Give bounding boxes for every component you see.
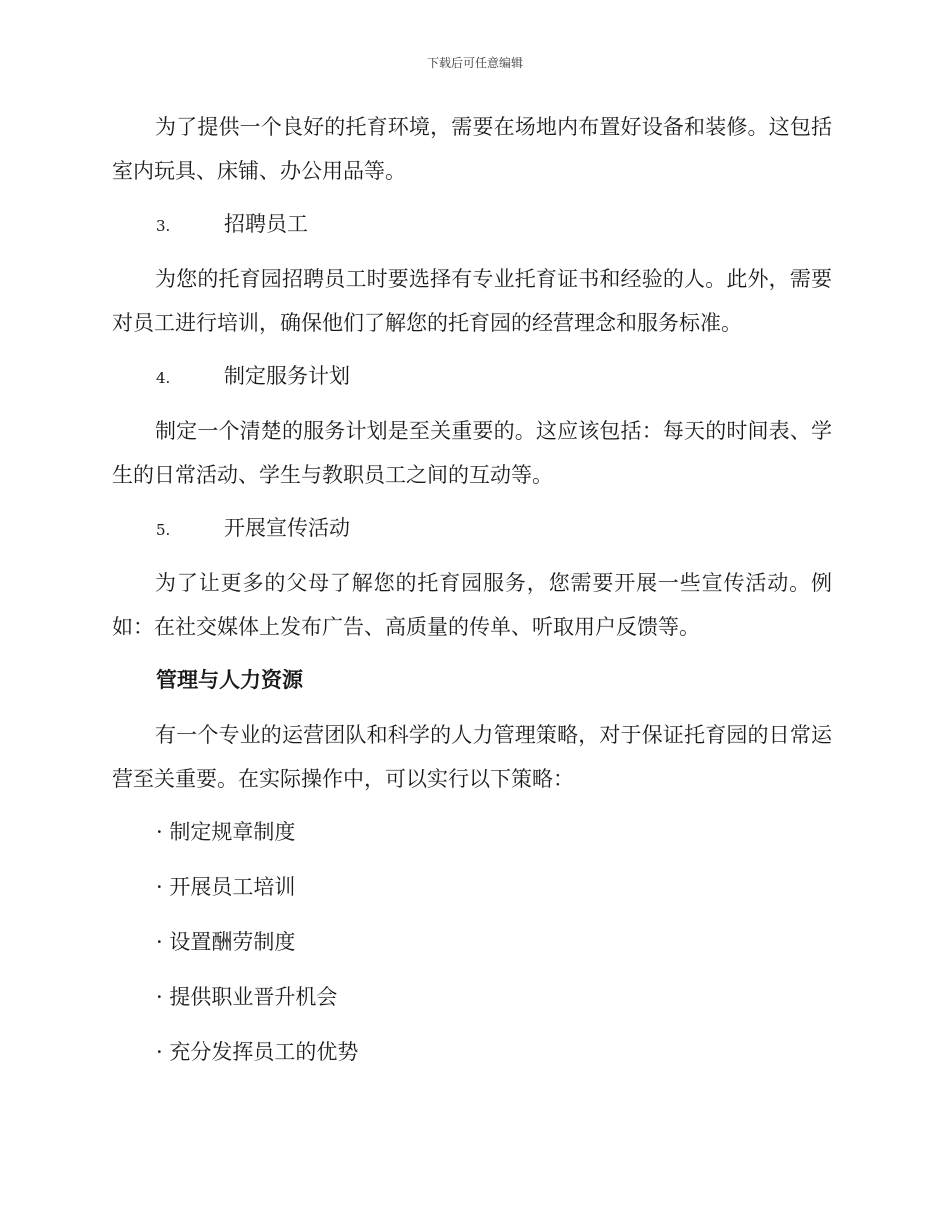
bullet-item: · 开展员工培训	[156, 875, 296, 899]
item-number: 5.	[156, 521, 171, 539]
paragraph-environment: 为了提供一个良好的托育环境，需要在场地内布置好设备和装修。这包括室内玩具、床铺、办公用品等。	[112, 115, 832, 183]
bullet-item: · 充分发挥员工的优势	[156, 1040, 359, 1064]
bullet-item: · 设置酬劳制度	[156, 930, 296, 954]
item-title: 制定服务计划	[224, 364, 350, 388]
bullet-item: · 制定规章制度	[156, 820, 296, 844]
list-item-recruit	[156, 209, 308, 241]
list-item-promotion	[156, 513, 350, 545]
paragraph-promotion: 为了让更多的父母了解您的托育园服务，您需要开展一些宣传活动。例如：在社交媒体上发布广告、高质量的传单、听取用户反馈等。	[112, 571, 832, 639]
item-number: 4.	[156, 369, 171, 387]
page-header-note: 下载后可任意编辑	[426, 56, 523, 70]
paragraph-recruit: 为您的托育园招聘员工时要选择有专业托育证书和经验的人。此外，需要对员工进行培训，确保他们了解您的托育园的经营理念和服务标准。	[112, 267, 832, 335]
item-number: 3.	[156, 217, 171, 235]
bullet-item: · 提供职业晋升机会	[156, 985, 338, 1009]
paragraph-service-plan: 制定一个清楚的服务计划是至关重要的。这应该包括：每天的时间表、学生的日常活动、学生与教职员工之间的互动等。	[112, 419, 832, 487]
item-title: 开展宣传活动	[224, 516, 350, 540]
section-heading: 管理与人力资源	[156, 668, 303, 692]
item-title: 招聘员工	[224, 212, 308, 236]
list-item-service-plan	[156, 361, 350, 393]
paragraph-management: 有一个专业的运营团队和科学的人力管理策略，对于保证托育园的日常运营至关重要。在实际操作中，可以实行以下策略：	[112, 723, 832, 791]
